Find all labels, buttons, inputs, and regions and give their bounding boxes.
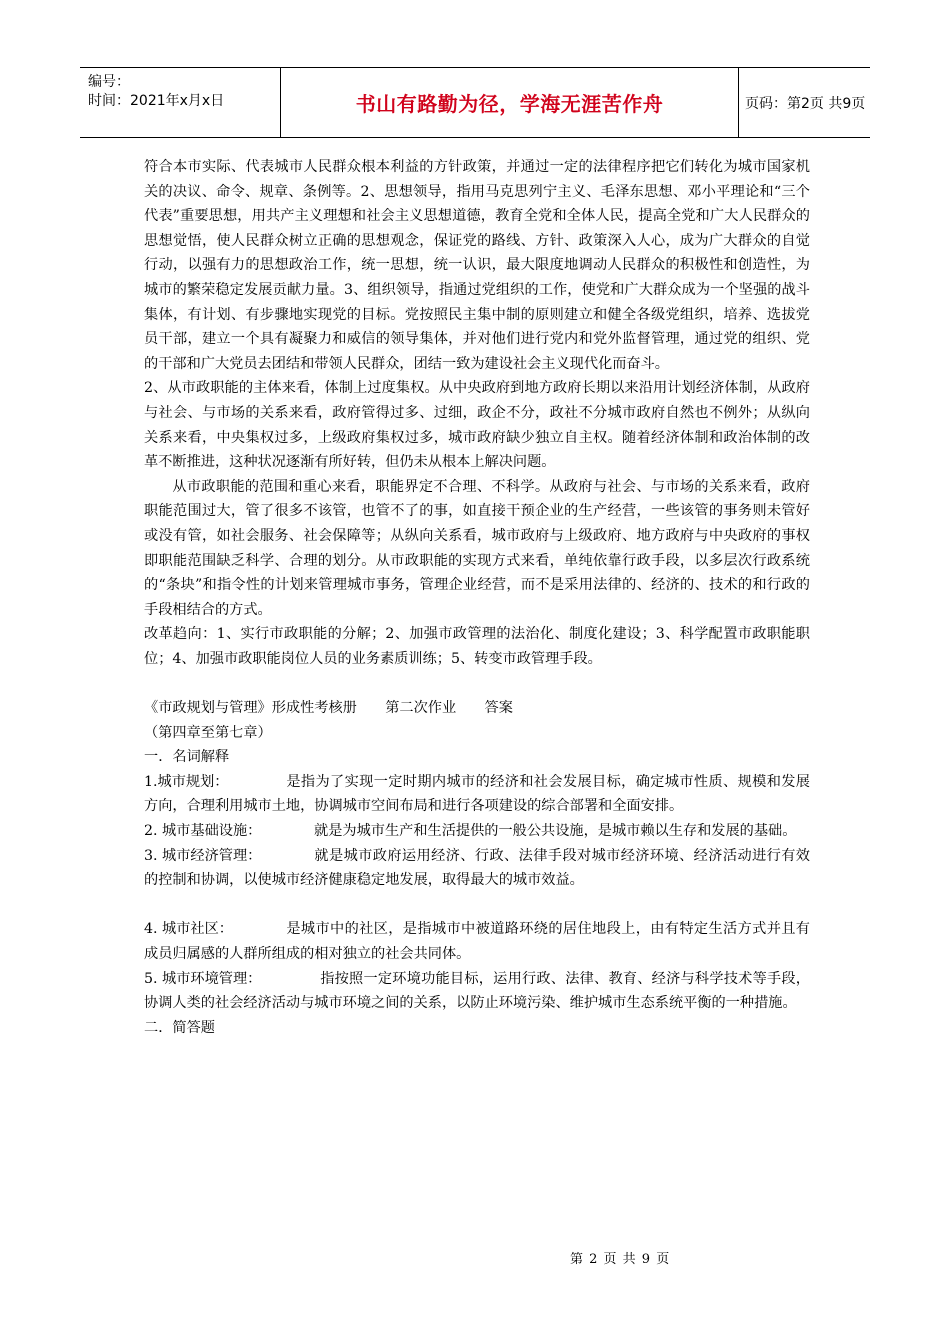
paragraph: 改革趋向：1、实行市政职能的分解；2、加强市政管理的法治化、制度化建设；3、科学配置市政职能职位；4、加强市政职能岗位人员的业务素质训练；5、转变市政管理手段。 bbox=[144, 626, 810, 667]
document-body bbox=[144, 155, 810, 1040]
code-label: 编号： bbox=[88, 74, 130, 90]
date-label: 时间：2021年x月x日 bbox=[88, 93, 225, 109]
term-definition: 就是为城市生产和生活提供的一般公共设施，是城市赖以生存和发展的基础。 bbox=[314, 823, 797, 840]
part-heading: 二．简答题 bbox=[144, 1019, 215, 1036]
section-subtitle: （第四章至第七章） bbox=[144, 724, 272, 741]
header-meta bbox=[80, 68, 281, 137]
term-entry bbox=[144, 770, 810, 819]
term-entry bbox=[144, 844, 810, 893]
page-header bbox=[80, 67, 870, 138]
motto: 书山有路勤为径，学海无涯苦作舟 bbox=[281, 68, 739, 137]
part-heading: 一．名词解释 bbox=[144, 749, 230, 766]
term-entry bbox=[144, 917, 810, 966]
paragraph: 符合本市实际、代表城市人民群众根本利益的方针政策，并通过一定的法律程序把它们转化为城市国家机关的决议、命令、规章、条例等。2、思想领导，指用马克思列宁主义、毛泽东思想、邓小平理论和“三个代表”重要思想，用共产主义理想和社会主义思想道德，教育全党和全体人民，提高全党和广大人民群众的思想觉悟，使人民群众树立正确的思想观念，保证党的路线、方针、政策深入人心，成为广大群众的自觉行动，以强有力的思想政治工作，统一思想，统一认识，最大限度地调动人民群众的积极性和创造性，为城市的繁荣稳定发展贡献力量。3、组织领导，指通过党组织的工作，使党和广大群众成为一个坚强的战斗集体，有计划、有步骤地实现党的目标。党按照民主集中制的原则建立和健全各级党组织，培养、选拔党员干部，建立一个具有凝聚力和威信的领导集体，并对他们进行党内和党外监督管理，通过党的组织、党的干部和广大党员去团结和带领人民群众，团结一致为建设社会主义现代化而奋斗。 bbox=[144, 159, 810, 372]
paragraph: 从市政职能的范围和重心来看，职能界定不合理、不科学。从政府与社会、与市场的关系来看，政府职能范围过大，管了很多不该管，也管不了的事，如直接干预企业的生产经营，一些该管的事务则未管好或没有管，如社会服务、社会保障等；从纵向关系看，城市政府与上级政府、地方政府与中央政府的事权即职能范围缺乏科学、合理的划分。从市政职能的实现方式来看，单纯依靠行政手段，以多层次行政系统的“条块”和指令性的计划来管理城市事务，管理企业经营，而不是采用法律的、经济的、技术的和行政的手段相结合的方式。 bbox=[144, 478, 810, 618]
term-definition: 是指为了实现一定时期内城市的经济和社会发展目标，确定城市性质、规模和发展方向，合理利用城市土地，协调城市空间布局和进行各项建设的综合部署和全面安排。 bbox=[144, 773, 810, 815]
paragraph: 2、从市政职能的主体来看，体制上过度集权。从中央政府到地方政府长期以来沿用计划经济体制，从政府与社会、与市场的关系来看，政府管得过多、过细，政企不分，政社不分城市政府自然也不例外；从纵向关系来看，中央集权过多，上级政府集权过多，城市政府缺少独立自主权。随着经济体制和政治体制的改革不断推进，这种状况逐渐有所好转，但仍未从根本上解决问题。 bbox=[144, 380, 810, 471]
page-footer: 第 2 页 共 9 页 bbox=[570, 1252, 671, 1267]
term-label: 5. 城市环境管理： bbox=[144, 970, 262, 987]
term-definition: 是城市中的社区，是指城市中被道路环绕的居住地段上，由有特定生活方式并且有成员归属感的人群所组成的相对独立的社会共同体。 bbox=[144, 921, 810, 962]
term-definition: 就是城市政府运用经济、行政、法律手段对城市经济环境、经济活动进行有效的控制和协调，以使城市经济健康稳定地发展，取得最大的城市效益。 bbox=[144, 847, 810, 889]
term-entry bbox=[144, 967, 810, 1016]
term-label: 1.城市规划： bbox=[144, 773, 229, 790]
term-entry bbox=[144, 819, 810, 844]
page-label: 页码：第2页 共9页 bbox=[745, 95, 866, 112]
section-title: 《市政规划与管理》形成性考核册 第二次作业 答案 bbox=[144, 700, 513, 717]
term-definition: 指按照一定环境功能目标，运用行政、法律、教育、经济与科学技术等手段，协调人类的社会经济活动与城市环境之间的关系，以防止环境污染、维护城市生态系统平衡的一种措施。 bbox=[144, 970, 810, 1012]
term-label: 3. 城市经济管理： bbox=[144, 847, 262, 864]
term-label: 4. 城市社区： bbox=[144, 921, 233, 938]
term-label: 2. 城市基础设施： bbox=[144, 823, 262, 840]
